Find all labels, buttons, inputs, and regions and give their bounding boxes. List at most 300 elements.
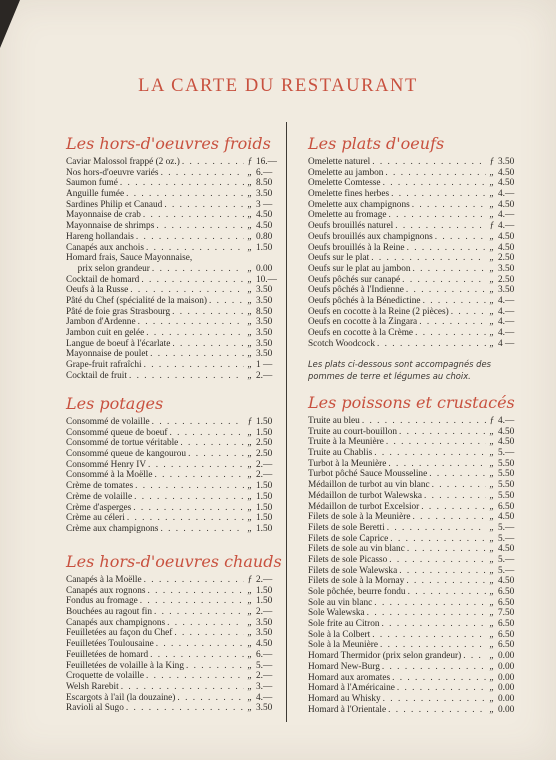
item-price: 4.50 bbox=[498, 576, 515, 587]
currency-mark: „ bbox=[247, 349, 253, 360]
item-price: 5.— bbox=[498, 448, 515, 459]
currency-mark: ƒ bbox=[489, 221, 495, 232]
currency-mark: „ bbox=[247, 221, 253, 232]
leader-dots bbox=[383, 168, 486, 179]
item-price: 0.00 bbox=[498, 651, 515, 662]
item-name: Pâté de foie gras Strasbourg bbox=[66, 306, 171, 317]
currency-mark: „ bbox=[489, 189, 495, 200]
menu-item bbox=[308, 275, 528, 286]
menu-item bbox=[308, 243, 528, 254]
item-name: Jambon cuit en gelée bbox=[66, 328, 145, 338]
leader-dots bbox=[180, 157, 244, 168]
currency-mark: „ bbox=[247, 703, 253, 714]
item-name: Feuilletées Toulousaine bbox=[66, 639, 154, 650]
item-name: Truite au bleu bbox=[308, 416, 360, 426]
menu-item bbox=[66, 232, 286, 243]
page-title: LA CARTE DU RESTAURANT bbox=[138, 76, 418, 96]
item-price: 3.50 bbox=[498, 157, 515, 167]
item-name: Bouchées au ragout fin bbox=[66, 607, 152, 618]
currency-mark: „ bbox=[489, 683, 495, 694]
leader-dots bbox=[150, 264, 244, 275]
item-name: Cocktail de fruit bbox=[66, 370, 127, 381]
currency-mark: „ bbox=[489, 565, 495, 576]
menu-item bbox=[308, 448, 528, 459]
currency-mark: „ bbox=[247, 360, 253, 371]
item-price: 4.— bbox=[498, 189, 515, 200]
menu-item bbox=[308, 480, 528, 491]
menu-item bbox=[66, 275, 286, 286]
item-name: Filets de sole Beretti bbox=[308, 522, 385, 533]
item-price: 4.50 bbox=[498, 544, 515, 555]
menu-item bbox=[66, 417, 286, 428]
currency-mark: „ bbox=[247, 523, 253, 534]
item-name: Oeufs brouillés aux champignons bbox=[308, 231, 433, 242]
item-price: 10.— bbox=[256, 274, 277, 285]
item-name: Canapés aux anchois bbox=[66, 242, 144, 253]
currency-mark: „ bbox=[489, 693, 495, 704]
leader-dots bbox=[430, 480, 486, 491]
menu-item bbox=[66, 428, 286, 439]
item-name: Welsh Rarebit bbox=[66, 681, 119, 692]
item-name: Crème au céleri bbox=[66, 513, 125, 524]
item-price: 5.— bbox=[498, 522, 515, 533]
menu-item bbox=[308, 502, 528, 513]
item-price: 3.50 bbox=[498, 263, 515, 274]
item-price: 6.50 bbox=[498, 629, 515, 640]
item-price: 4.50 bbox=[498, 242, 515, 253]
currency-mark: „ bbox=[247, 502, 253, 513]
leader-dots bbox=[427, 469, 486, 480]
item-price: 5.— bbox=[256, 660, 273, 671]
item-price: 5.50 bbox=[498, 480, 515, 491]
item-price: 2.50 bbox=[256, 438, 273, 449]
currency-mark: „ bbox=[489, 480, 495, 491]
item-name: Homard à l'Orientale bbox=[308, 704, 387, 715]
currency-mark: „ bbox=[247, 491, 253, 502]
item-price: 6.50 bbox=[498, 640, 515, 651]
menu-item bbox=[66, 596, 286, 607]
menu-item bbox=[308, 544, 528, 555]
leader-dots bbox=[184, 661, 244, 672]
item-name: Omelette naturel bbox=[308, 157, 371, 167]
section-poissons bbox=[308, 393, 528, 715]
leader-dots bbox=[397, 427, 486, 438]
currency-mark: „ bbox=[489, 167, 495, 178]
item-price: 0.00 bbox=[498, 661, 515, 672]
menu-item bbox=[308, 221, 528, 232]
section-title: Les hors-d'oeuvres froids bbox=[66, 134, 271, 153]
item-name: Médaillon de turbot Excelsior bbox=[308, 501, 420, 512]
leader-dots bbox=[422, 491, 486, 502]
menu-item bbox=[66, 481, 286, 492]
item-name: Oeufs pôchés à la Bénedictine bbox=[308, 295, 421, 306]
menu-item bbox=[308, 491, 528, 502]
menu-item bbox=[66, 168, 286, 179]
currency-mark: „ bbox=[489, 274, 495, 285]
item-name: Homard frais, Sauce Mayonnaise, bbox=[66, 253, 193, 264]
leader-dots bbox=[141, 210, 244, 221]
item-name: Jambon d'Ardenne bbox=[66, 317, 136, 328]
item-price: 4.50 bbox=[498, 178, 515, 189]
item-name: Hareng hollandais bbox=[66, 231, 134, 242]
item-name: Omelette Comtesse bbox=[308, 178, 381, 189]
currency-mark: „ bbox=[247, 189, 253, 200]
menu-item bbox=[308, 264, 528, 275]
item-price: 2.50 bbox=[498, 253, 515, 264]
menu-item bbox=[308, 683, 528, 694]
currency-mark: „ bbox=[489, 661, 495, 672]
menu-item bbox=[308, 512, 528, 523]
currency-mark: ƒ bbox=[247, 575, 253, 585]
leader-dots bbox=[146, 460, 244, 471]
leader-dots bbox=[404, 576, 486, 587]
leader-dots bbox=[172, 628, 244, 639]
leader-dots bbox=[372, 448, 486, 459]
leader-dots bbox=[390, 673, 486, 684]
leader-dots bbox=[411, 264, 487, 275]
item-name: Oeufs brouillés à la Reine bbox=[308, 242, 405, 253]
item-price: 5.50 bbox=[498, 490, 515, 501]
item-name: Cocktail de homard bbox=[66, 274, 140, 285]
currency-mark: „ bbox=[489, 597, 495, 608]
menu-list bbox=[308, 157, 528, 349]
item-price: 5.50 bbox=[498, 469, 515, 480]
item-name: Consommé queue de boeuf bbox=[66, 427, 168, 438]
leader-dots bbox=[148, 349, 244, 360]
menu-item bbox=[308, 640, 528, 651]
menu-item bbox=[66, 210, 286, 221]
currency-mark: „ bbox=[489, 448, 495, 459]
item-price: 0.00 bbox=[498, 683, 515, 694]
item-name: Croquette de volaille bbox=[66, 671, 144, 682]
currency-mark: „ bbox=[247, 660, 253, 671]
item-price: 3.50 bbox=[256, 295, 273, 306]
item-name: Médaillon de turbot Walewska bbox=[308, 490, 422, 501]
item-price: 4.50 bbox=[256, 210, 273, 221]
leader-dots bbox=[365, 608, 486, 619]
item-price: 4 — bbox=[498, 338, 515, 349]
menu-item bbox=[66, 628, 286, 639]
item-price: 0.00 bbox=[498, 672, 515, 683]
item-name: Feuilletées de volaille à la King bbox=[66, 660, 184, 671]
section-title: Les plats d'oeufs bbox=[308, 134, 445, 153]
item-price: 1.50 bbox=[256, 523, 273, 534]
item-price: 4.50 bbox=[498, 426, 515, 437]
leader-dots bbox=[419, 502, 486, 513]
item-price: 1.50 bbox=[256, 417, 273, 427]
currency-mark: „ bbox=[489, 501, 495, 512]
leader-dots bbox=[154, 639, 244, 650]
leader-dots bbox=[404, 285, 486, 296]
currency-mark: „ bbox=[489, 242, 495, 253]
item-name: Fondus au fromage bbox=[66, 596, 138, 607]
leader-dots bbox=[175, 693, 244, 704]
leader-dots bbox=[131, 503, 244, 514]
menu-item bbox=[66, 449, 286, 460]
item-price: 4.50 bbox=[498, 512, 515, 523]
item-price: 5.— bbox=[498, 565, 515, 576]
item-name: Oeufs sur le plat bbox=[308, 253, 370, 264]
currency-mark: ƒ bbox=[247, 417, 253, 427]
item-name: Omelette aux champignons bbox=[308, 199, 410, 210]
item-name: Consommé Henry IV bbox=[66, 459, 147, 470]
item-price: 3.50 bbox=[256, 628, 273, 639]
leader-dots bbox=[138, 596, 244, 607]
item-price: 4.— bbox=[256, 692, 273, 703]
currency-mark: „ bbox=[489, 512, 495, 523]
menu-item bbox=[308, 168, 528, 179]
leader-dots bbox=[461, 651, 486, 662]
menu-item bbox=[308, 189, 528, 200]
section-title: Les potages bbox=[66, 394, 164, 413]
leader-dots bbox=[146, 586, 244, 597]
menu-item bbox=[66, 503, 286, 514]
column-divider bbox=[286, 122, 287, 722]
currency-mark: „ bbox=[247, 513, 253, 524]
leader-dots bbox=[132, 492, 244, 503]
item-name: Canapés aux champignons bbox=[66, 617, 166, 628]
currency-mark: „ bbox=[247, 295, 253, 306]
currency-mark: „ bbox=[489, 522, 495, 533]
currency-mark: „ bbox=[489, 253, 495, 264]
item-name: Caviar Malossol frappé (2 oz.) bbox=[66, 157, 180, 167]
leader-dots bbox=[144, 328, 244, 339]
leader-dots bbox=[170, 307, 244, 318]
leader-dots bbox=[380, 619, 486, 630]
currency-mark: „ bbox=[489, 587, 495, 597]
currency-mark: „ bbox=[489, 338, 495, 349]
item-price: 4.50 bbox=[256, 639, 273, 650]
item-name: Mayonnaise de shrimps bbox=[66, 221, 155, 232]
item-name: Sole Walewska bbox=[308, 608, 365, 619]
item-name: Mayonnaise de crab bbox=[66, 210, 141, 221]
currency-mark: „ bbox=[247, 596, 253, 607]
item-name: Truite au court-bouillon bbox=[308, 426, 398, 437]
section-title: Les poissons et crustacés bbox=[308, 393, 515, 412]
currency-mark: ƒ bbox=[247, 157, 253, 167]
item-price: 8.50 bbox=[256, 178, 273, 189]
leader-dots bbox=[170, 339, 244, 350]
leader-dots bbox=[167, 428, 244, 439]
currency-mark: „ bbox=[247, 459, 253, 470]
leader-dots bbox=[411, 512, 487, 523]
item-name: Homard aux aromates bbox=[308, 672, 391, 683]
item-price: 3 — bbox=[256, 199, 273, 210]
leader-dots bbox=[134, 232, 244, 243]
item-name: Turbot pôché Sauce Mousseline bbox=[308, 469, 428, 480]
menu-item bbox=[308, 619, 528, 630]
leader-dots bbox=[386, 459, 486, 470]
leader-dots bbox=[386, 705, 486, 716]
item-name: Sole à la Meunière bbox=[308, 640, 378, 651]
item-name: Crème aux champignons bbox=[66, 523, 159, 534]
menu-item bbox=[66, 618, 286, 629]
item-price: 3.50 bbox=[256, 349, 273, 360]
menu-item bbox=[66, 264, 286, 275]
leader-dots bbox=[162, 200, 244, 211]
currency-mark: „ bbox=[247, 607, 253, 618]
leader-dots bbox=[124, 189, 244, 200]
item-price: 4.50 bbox=[498, 437, 515, 448]
item-name: Oeufs en cocotte à la Crème bbox=[308, 328, 414, 338]
leader-dots bbox=[387, 555, 486, 566]
item-price: 1.50 bbox=[256, 427, 273, 438]
menu-item bbox=[308, 459, 528, 470]
item-name: Feuilletées au façon du Chef bbox=[66, 628, 173, 639]
currency-mark: „ bbox=[247, 481, 253, 492]
currency-mark: ƒ bbox=[489, 416, 495, 426]
item-price: 2.— bbox=[256, 370, 273, 381]
currency-mark: „ bbox=[489, 317, 495, 328]
currency-mark: „ bbox=[247, 338, 253, 349]
item-name: Truite au Chablis bbox=[308, 448, 373, 459]
currency-mark: „ bbox=[489, 178, 495, 189]
currency-mark: „ bbox=[247, 427, 253, 438]
item-name: Consommé de volaille bbox=[66, 417, 150, 427]
leader-dots bbox=[433, 232, 486, 243]
item-price: 7.50 bbox=[498, 608, 515, 619]
item-name: Canapés aux rognons bbox=[66, 585, 146, 596]
menu-item bbox=[308, 576, 528, 587]
menu-item bbox=[308, 555, 528, 566]
menu-item bbox=[66, 221, 286, 232]
accompaniment-note: Les plats ci-dessous sont accompagnés des pommes de terre et légumes au choix. bbox=[308, 359, 491, 381]
leader-dots bbox=[133, 481, 244, 492]
item-price: 6.— bbox=[256, 167, 273, 178]
item-name: Sole pôchée, beurre fondu bbox=[308, 587, 406, 597]
leader-dots bbox=[144, 243, 244, 254]
menu-item bbox=[66, 285, 286, 296]
menu-list bbox=[308, 416, 528, 715]
item-name: Ravioli al Sugo bbox=[66, 703, 124, 714]
currency-mark: „ bbox=[489, 533, 495, 544]
currency-mark: „ bbox=[489, 704, 495, 715]
leader-dots bbox=[153, 470, 245, 481]
leader-dots bbox=[405, 243, 486, 254]
menu-item bbox=[308, 534, 528, 545]
currency-mark: „ bbox=[247, 317, 253, 328]
currency-mark: „ bbox=[247, 167, 253, 178]
item-price: 3.50 bbox=[256, 338, 273, 349]
item-name: Mayonnaise de poulet bbox=[66, 349, 149, 360]
item-name: Sole à la Colbert bbox=[308, 629, 371, 640]
menu-item bbox=[66, 470, 286, 481]
item-name: Filets de sole Caprice bbox=[308, 533, 389, 544]
item-price: 1.50 bbox=[256, 585, 273, 596]
currency-mark: „ bbox=[247, 285, 253, 296]
item-price: 4.— bbox=[498, 295, 515, 306]
menu-item bbox=[66, 189, 286, 200]
item-price: 4.— bbox=[498, 416, 515, 426]
item-name: Omelette au fromage bbox=[308, 210, 387, 221]
menu-item bbox=[66, 349, 286, 360]
item-name: Canapés à la Moëlle bbox=[66, 575, 142, 585]
menu-item bbox=[66, 703, 286, 714]
section-oeufs bbox=[308, 134, 528, 382]
currency-mark: „ bbox=[247, 438, 253, 449]
item-price: 0.00 bbox=[498, 704, 515, 715]
menu-list bbox=[66, 157, 286, 381]
currency-mark: ƒ bbox=[489, 157, 495, 167]
currency-mark: „ bbox=[489, 263, 495, 274]
currency-mark: „ bbox=[247, 449, 253, 460]
leader-dots bbox=[370, 157, 486, 168]
menu-list bbox=[66, 575, 286, 714]
item-price: 1.50 bbox=[256, 481, 273, 492]
currency-mark: „ bbox=[489, 285, 495, 296]
leader-dots bbox=[388, 534, 486, 545]
item-price: 1.50 bbox=[256, 242, 273, 253]
item-name: Homard New-Burg bbox=[308, 661, 380, 672]
menu-item bbox=[308, 157, 528, 168]
item-name: Filets de sole à la Meunière bbox=[308, 512, 411, 523]
menu-item bbox=[66, 200, 286, 211]
item-price: 2.— bbox=[256, 607, 273, 618]
leader-dots bbox=[128, 285, 244, 296]
menu-item bbox=[308, 210, 528, 221]
menu-item bbox=[66, 253, 286, 264]
item-price: 3.50 bbox=[256, 285, 273, 296]
currency-mark: „ bbox=[247, 210, 253, 221]
item-name: Filets de sole Walewska bbox=[308, 565, 398, 576]
leader-dots bbox=[360, 416, 486, 427]
leader-dots bbox=[389, 189, 486, 200]
leader-dots bbox=[375, 339, 486, 350]
currency-mark: „ bbox=[247, 328, 253, 338]
menu-item bbox=[66, 157, 286, 168]
item-name: Homard à l'Américaine bbox=[308, 683, 395, 694]
menu-item bbox=[66, 339, 286, 350]
item-name: Grape-fruit rafraîchi bbox=[66, 360, 142, 371]
item-name: Pâté du Chef (spécialité de la maison) bbox=[66, 295, 207, 306]
item-name: prix selon grandeur bbox=[66, 263, 150, 274]
item-name: Filets de sole à la Mornay bbox=[308, 576, 405, 587]
leader-dots bbox=[159, 168, 244, 179]
currency-mark: „ bbox=[489, 426, 495, 437]
menu-item bbox=[308, 296, 528, 307]
leader-dots bbox=[136, 317, 244, 328]
currency-mark: „ bbox=[247, 263, 253, 274]
leader-dots bbox=[124, 703, 244, 714]
menu-item bbox=[66, 575, 286, 586]
section-hors-froids bbox=[66, 134, 286, 381]
section-potages bbox=[66, 394, 286, 535]
leader-dots bbox=[142, 575, 244, 586]
leader-dots bbox=[139, 275, 244, 286]
item-price: 6.50 bbox=[498, 501, 515, 512]
currency-mark: „ bbox=[247, 231, 253, 242]
menu-item bbox=[308, 416, 528, 427]
leader-dots bbox=[395, 683, 486, 694]
menu-item bbox=[66, 661, 286, 672]
item-name: Truite à la Meunière bbox=[308, 437, 384, 448]
leader-dots bbox=[142, 360, 244, 371]
currency-mark: „ bbox=[247, 199, 253, 210]
menu-item bbox=[308, 662, 528, 673]
menu-item bbox=[66, 607, 286, 618]
menu-item bbox=[308, 232, 528, 243]
item-name: Consommé queue de kangourou bbox=[66, 449, 187, 460]
menu-list bbox=[66, 417, 286, 535]
item-price: 0.80 bbox=[256, 231, 273, 242]
leader-dots bbox=[148, 650, 244, 661]
leader-dots bbox=[449, 307, 486, 318]
currency-mark: „ bbox=[247, 306, 253, 317]
menu-item bbox=[66, 317, 286, 328]
folded-corner bbox=[0, 0, 20, 48]
currency-mark: „ bbox=[489, 629, 495, 640]
currency-mark: „ bbox=[489, 608, 495, 619]
